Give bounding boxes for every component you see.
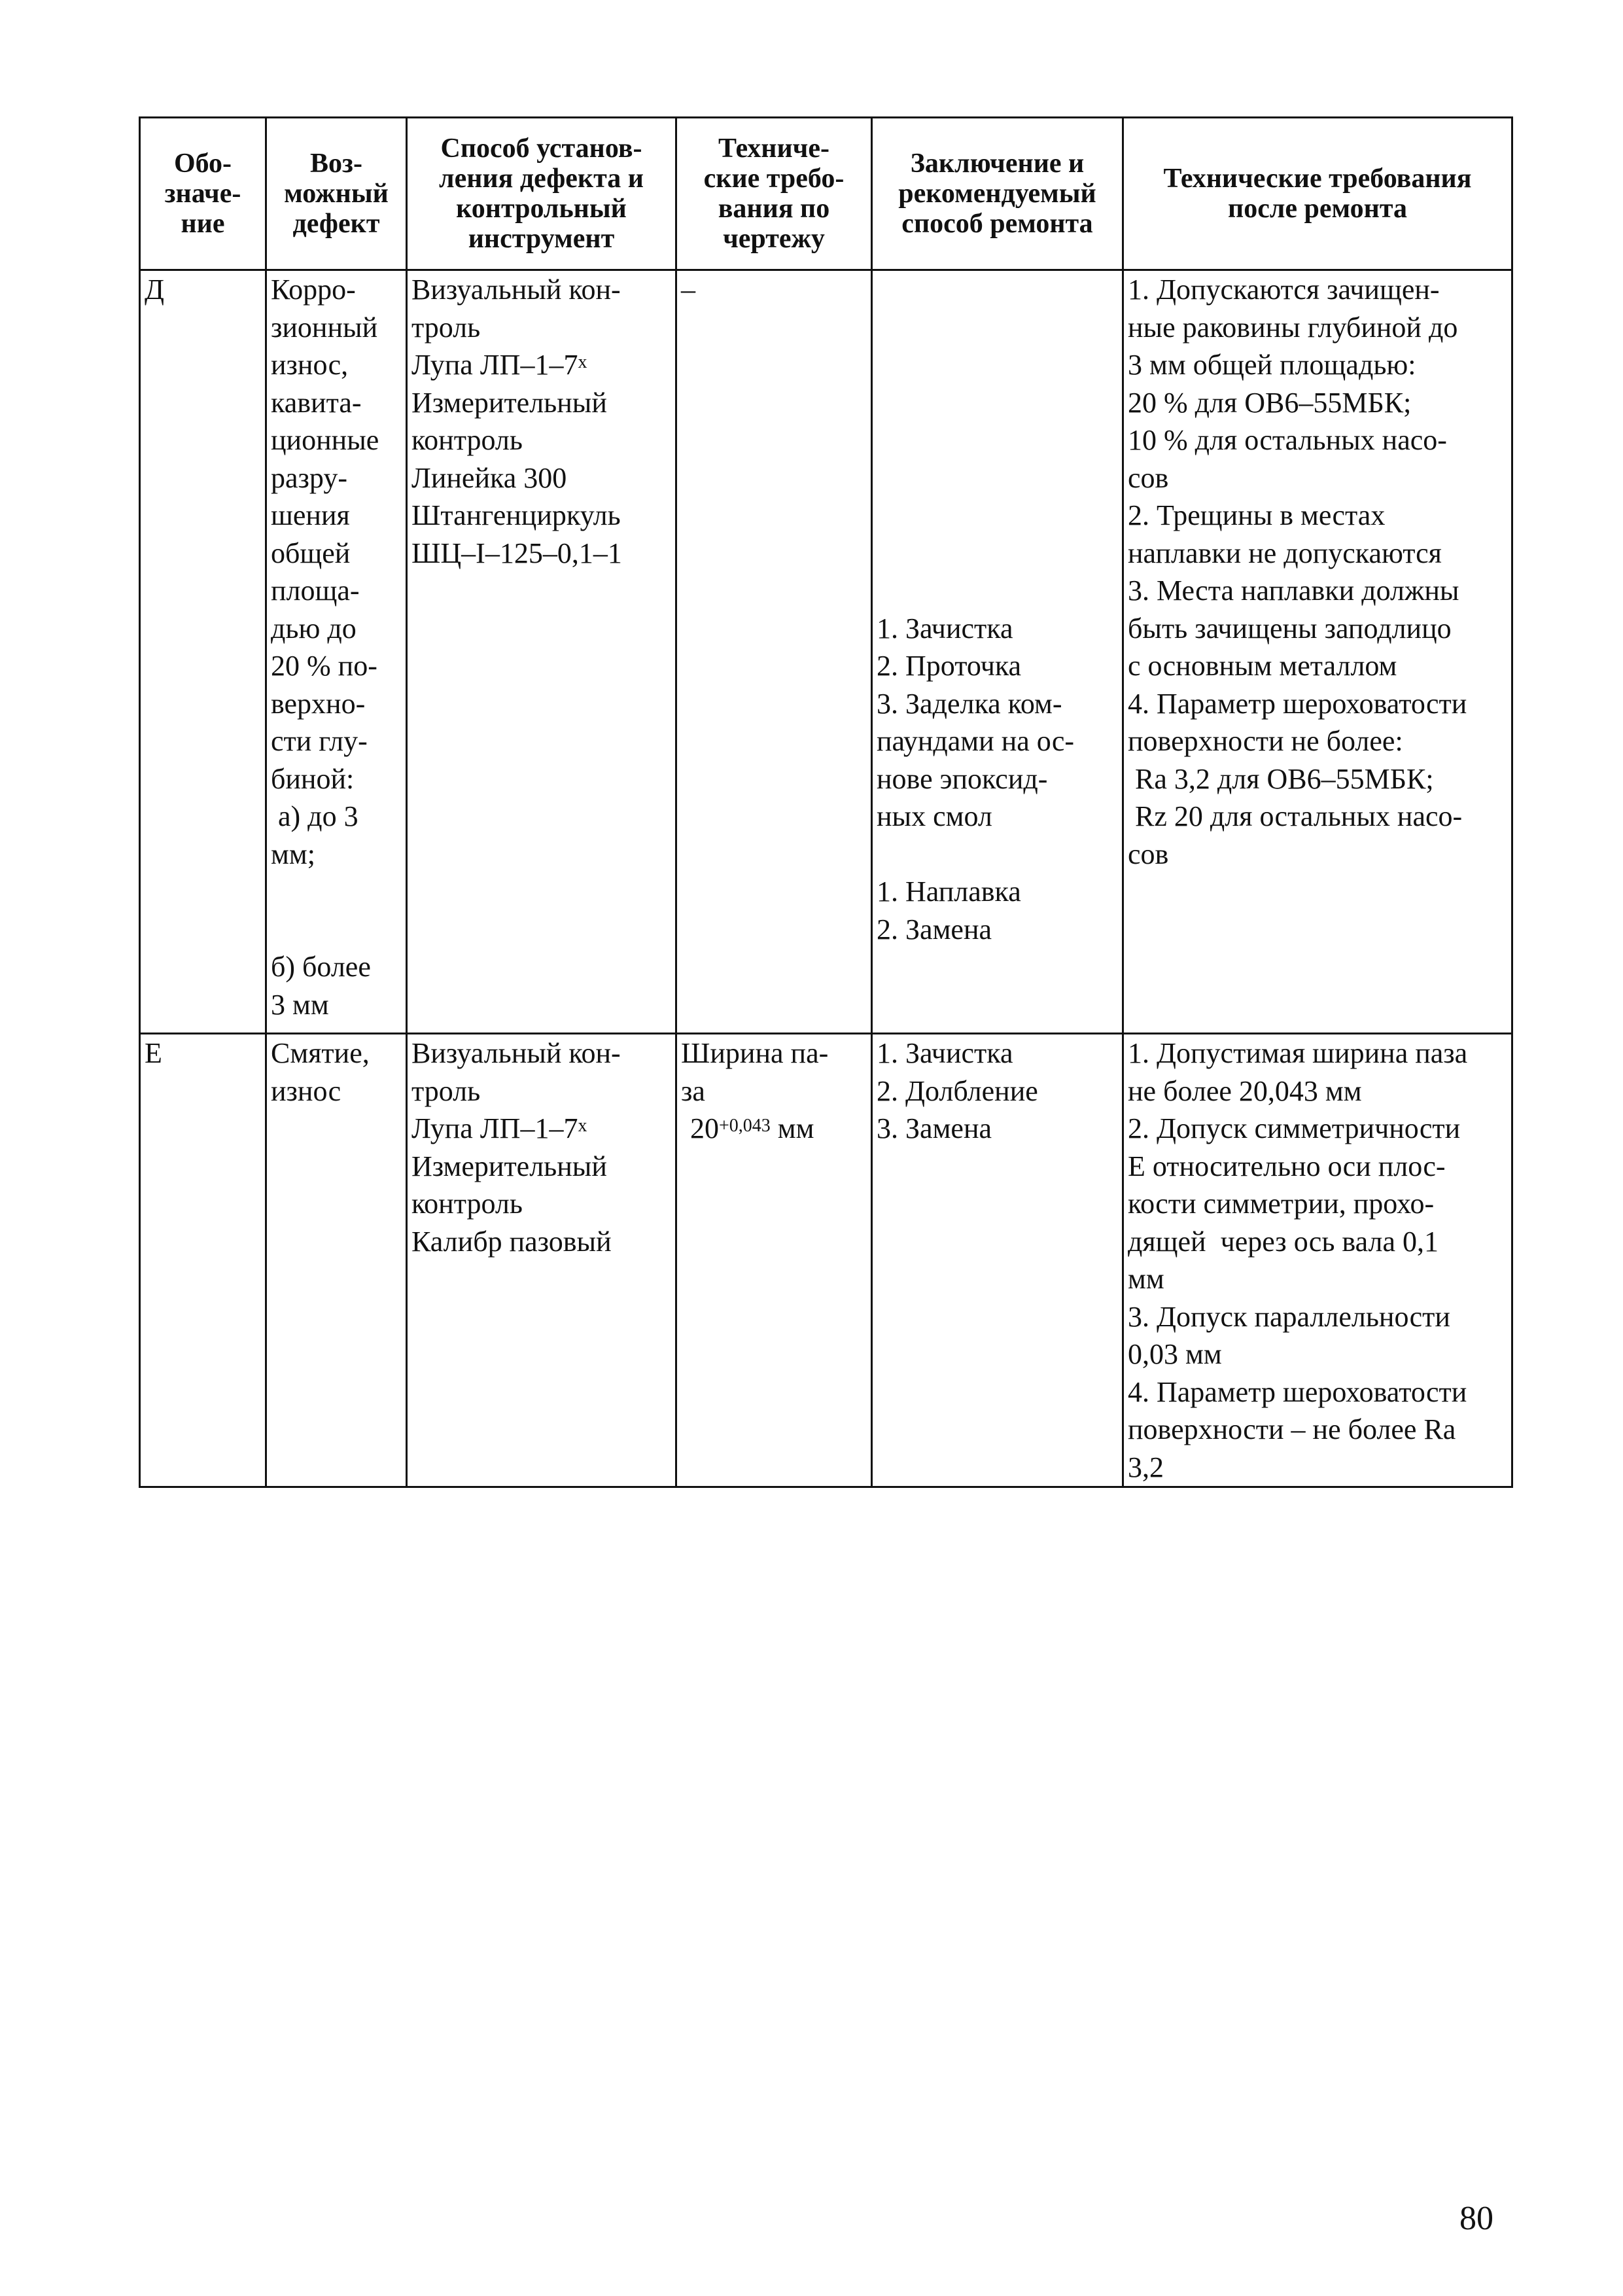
- cell-tech-drawing: Ширина па- за $20^{+0,043}$ мм: [676, 1034, 872, 1487]
- cell-conclusion: 1. Зачистка 2. Проточка 3. Заделка ком- паундами на ос- нове эпоксид- ных смол 1. Наплавка 2. Замена: [872, 270, 1123, 1034]
- header-tech-drawing: Техниче- ские требо- вания по чертежу: [676, 118, 872, 270]
- cell-tech-after: 1. Допустимая ширина паза не более 20,043 мм 2. Допуск симметричности Е относительно оси плос- кости симметрии, прохо- дящей через ось вала 0,1 мм 3. Допуск параллельности 0,03 мм 4. Параметр шероховатости поверхности – не более Ra 3,2: [1123, 1034, 1512, 1487]
- cell-defect: Смятие, износ: [266, 1034, 407, 1487]
- cell-tech-after: 1. Допускаются зачищен- ные раковины глубиной до 3 мм общей площадью: 20 % для ОВ6–55МБК; 10 % для остальных насо- сов 2. Трещины в местах наплавки не допускаются 3. Места наплавки должны быть зачищены заподлицо с основным металлом 4. Параметр шероховатости поверхности не более: Ra 3,2 для ОВ6–55МБК; Rz 20 для остальных насо- сов: [1123, 270, 1512, 1034]
- cell-code: Д: [140, 270, 266, 1034]
- cell-defect: Корро- зионный износ, кавита- ционные разру- шения общей площа- дью до 20 % по- верхно- сти глу- биной: а) до 3 мм; б) более 3 мм: [266, 270, 407, 1034]
- cell-method: Визуальный кон- троль Лупа ЛП–1–7$^x$ Измерительный контроль Калибр пазовый: [407, 1034, 676, 1487]
- table-header-row: [140, 118, 1512, 270]
- header-conclusion: Заключение и рекомендуемый способ ремонта: [872, 118, 1123, 270]
- cell-conclusion: 1. Зачистка 2. Долбление 3. Замена: [872, 1034, 1123, 1487]
- cell-method: Визуальный кон- троль Лупа ЛП–1–7$^x$ Измерительный контроль Линейка 300 Штангенциркуль ШЦ–I–125–0,1–1: [407, 270, 676, 1034]
- header-defect: Воз- можный дефект: [266, 118, 407, 270]
- page-number: 80: [1459, 2200, 1493, 2237]
- table-row: [140, 1034, 1512, 1487]
- header-oboznachenie: Обо- значе- ние: [140, 118, 266, 270]
- header-method: Способ установ- ления дефекта и контрольный инструмент: [407, 118, 676, 270]
- table-row: [140, 270, 1512, 1034]
- header-tech-after: Технические требования после ремонта: [1123, 118, 1512, 270]
- defects-table: [139, 116, 1513, 1488]
- cell-code: Е: [140, 1034, 266, 1487]
- cell-tech-drawing: –: [676, 270, 872, 1034]
